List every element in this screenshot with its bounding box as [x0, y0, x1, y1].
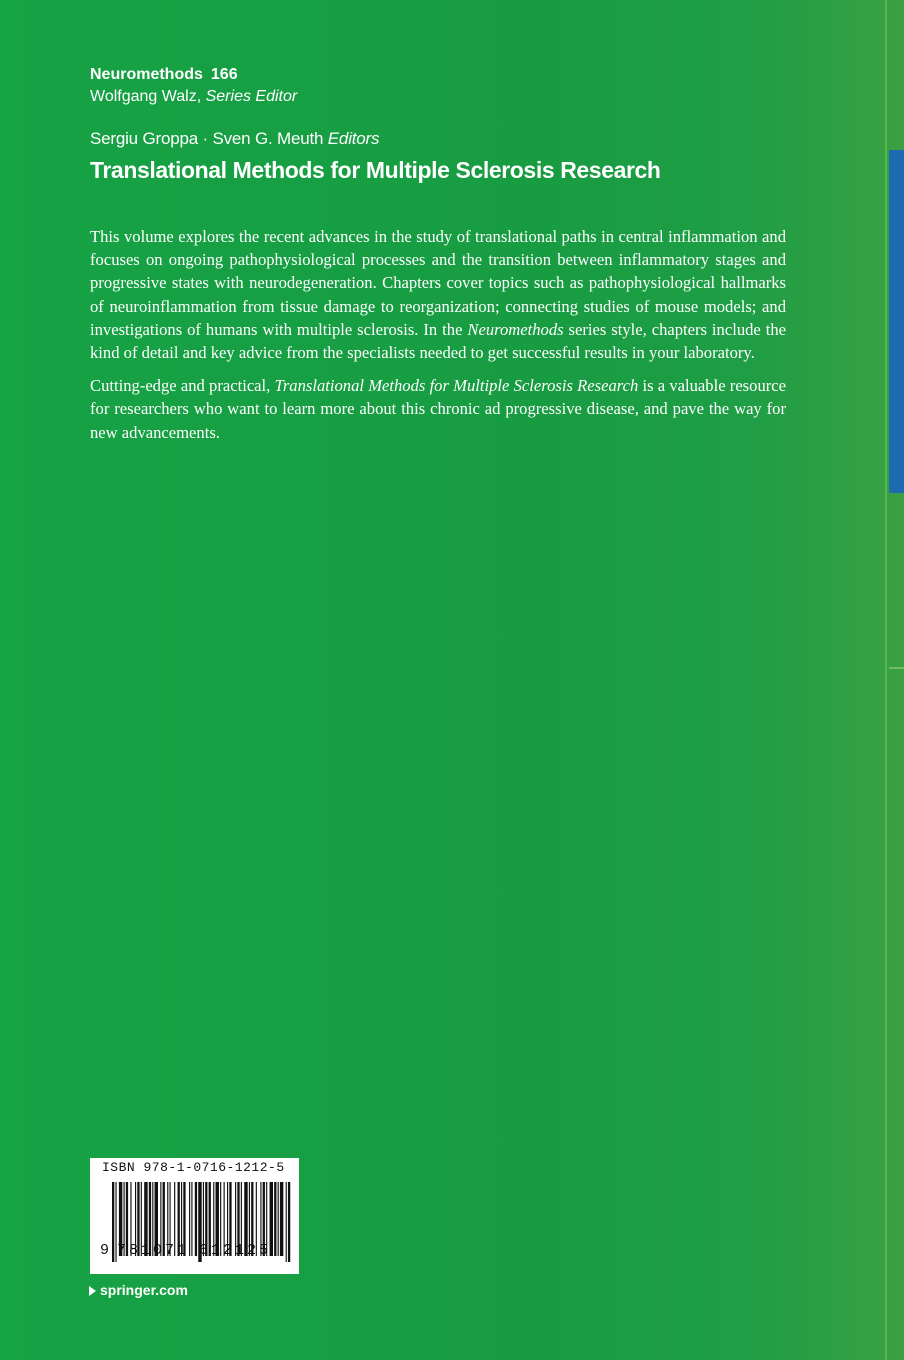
publisher-website[interactable]: [89, 1280, 188, 1300]
description-text: This volume explores the recent advances in the study of translational paths in central inflammation and focuses on ongoing pathophysiological processes and the transition between inflammatory stages and progressive states with neurodegeneration. Chapters cover topics such as pathophysiological hallmarks of neuroinflammation from tissue damage to reorganization; connecting studies of mouse models; and investigations of humans with multiple sclerosis. In the: [90, 227, 786, 339]
barcode-digit: 1: [177, 1242, 187, 1259]
description-paragraph-2: [90, 374, 786, 444]
description-paragraph-1: [90, 225, 786, 364]
series-editor-name: Wolfgang Walz,: [90, 88, 202, 105]
barcode-digit: 1: [211, 1242, 221, 1259]
barcode-digit: 2: [247, 1242, 257, 1259]
description-text: series style, chapters include the kind of detail and key advice from the specialists needed to get successful results in your laboratory.: [90, 319, 786, 363]
editor-role: Editors: [327, 129, 380, 148]
barcode-digit: 5: [259, 1242, 269, 1259]
isbn-label: ISBN 978-1-0716-1212-5: [102, 1160, 285, 1175]
book-title: Translational Methods for Multiple Sclerosis Research: [90, 157, 661, 183]
spine-divider-line: [885, 0, 887, 1360]
description-italic: Neuromethods: [467, 319, 564, 339]
series-number: 166: [210, 66, 238, 83]
description-text: is a valuable resource for researchers who want to learn more about this chronic ad progressive disease, and pave the way for new advancements.: [90, 376, 786, 442]
isbn-barcode: [90, 1158, 299, 1274]
volume-editors: [90, 128, 379, 150]
series-name: Neuromethods: [90, 66, 203, 83]
series-editor-role: Series Editor: [205, 88, 298, 105]
barcode-digit: 7: [117, 1242, 127, 1259]
barcode-digit: 7: [165, 1242, 175, 1259]
barcode-digits: [90, 1242, 299, 1262]
barcode-digit: 0: [153, 1242, 163, 1259]
book-description: [90, 225, 786, 454]
description-text: Cutting-edge and practical,: [90, 376, 275, 396]
description-italic: Translational Methods for Multiple Sclerosis Research: [274, 376, 639, 396]
play-arrow-icon: [89, 1286, 96, 1296]
spine-blue-band: [889, 150, 904, 493]
series-info: [90, 64, 297, 108]
website-label: springer.com: [100, 1282, 188, 1298]
editor-names: Sergiu Groppa · Sven G. Meuth: [90, 129, 324, 148]
spine-tick-mark: [889, 667, 904, 669]
barcode-digit: 2: [223, 1242, 233, 1259]
barcode-digit: 8: [129, 1242, 139, 1259]
barcode-digit: 1: [235, 1242, 245, 1259]
barcode-digit: 9: [100, 1242, 110, 1259]
barcode-digit: 6: [199, 1242, 209, 1259]
barcode-digit: 1: [141, 1242, 151, 1259]
